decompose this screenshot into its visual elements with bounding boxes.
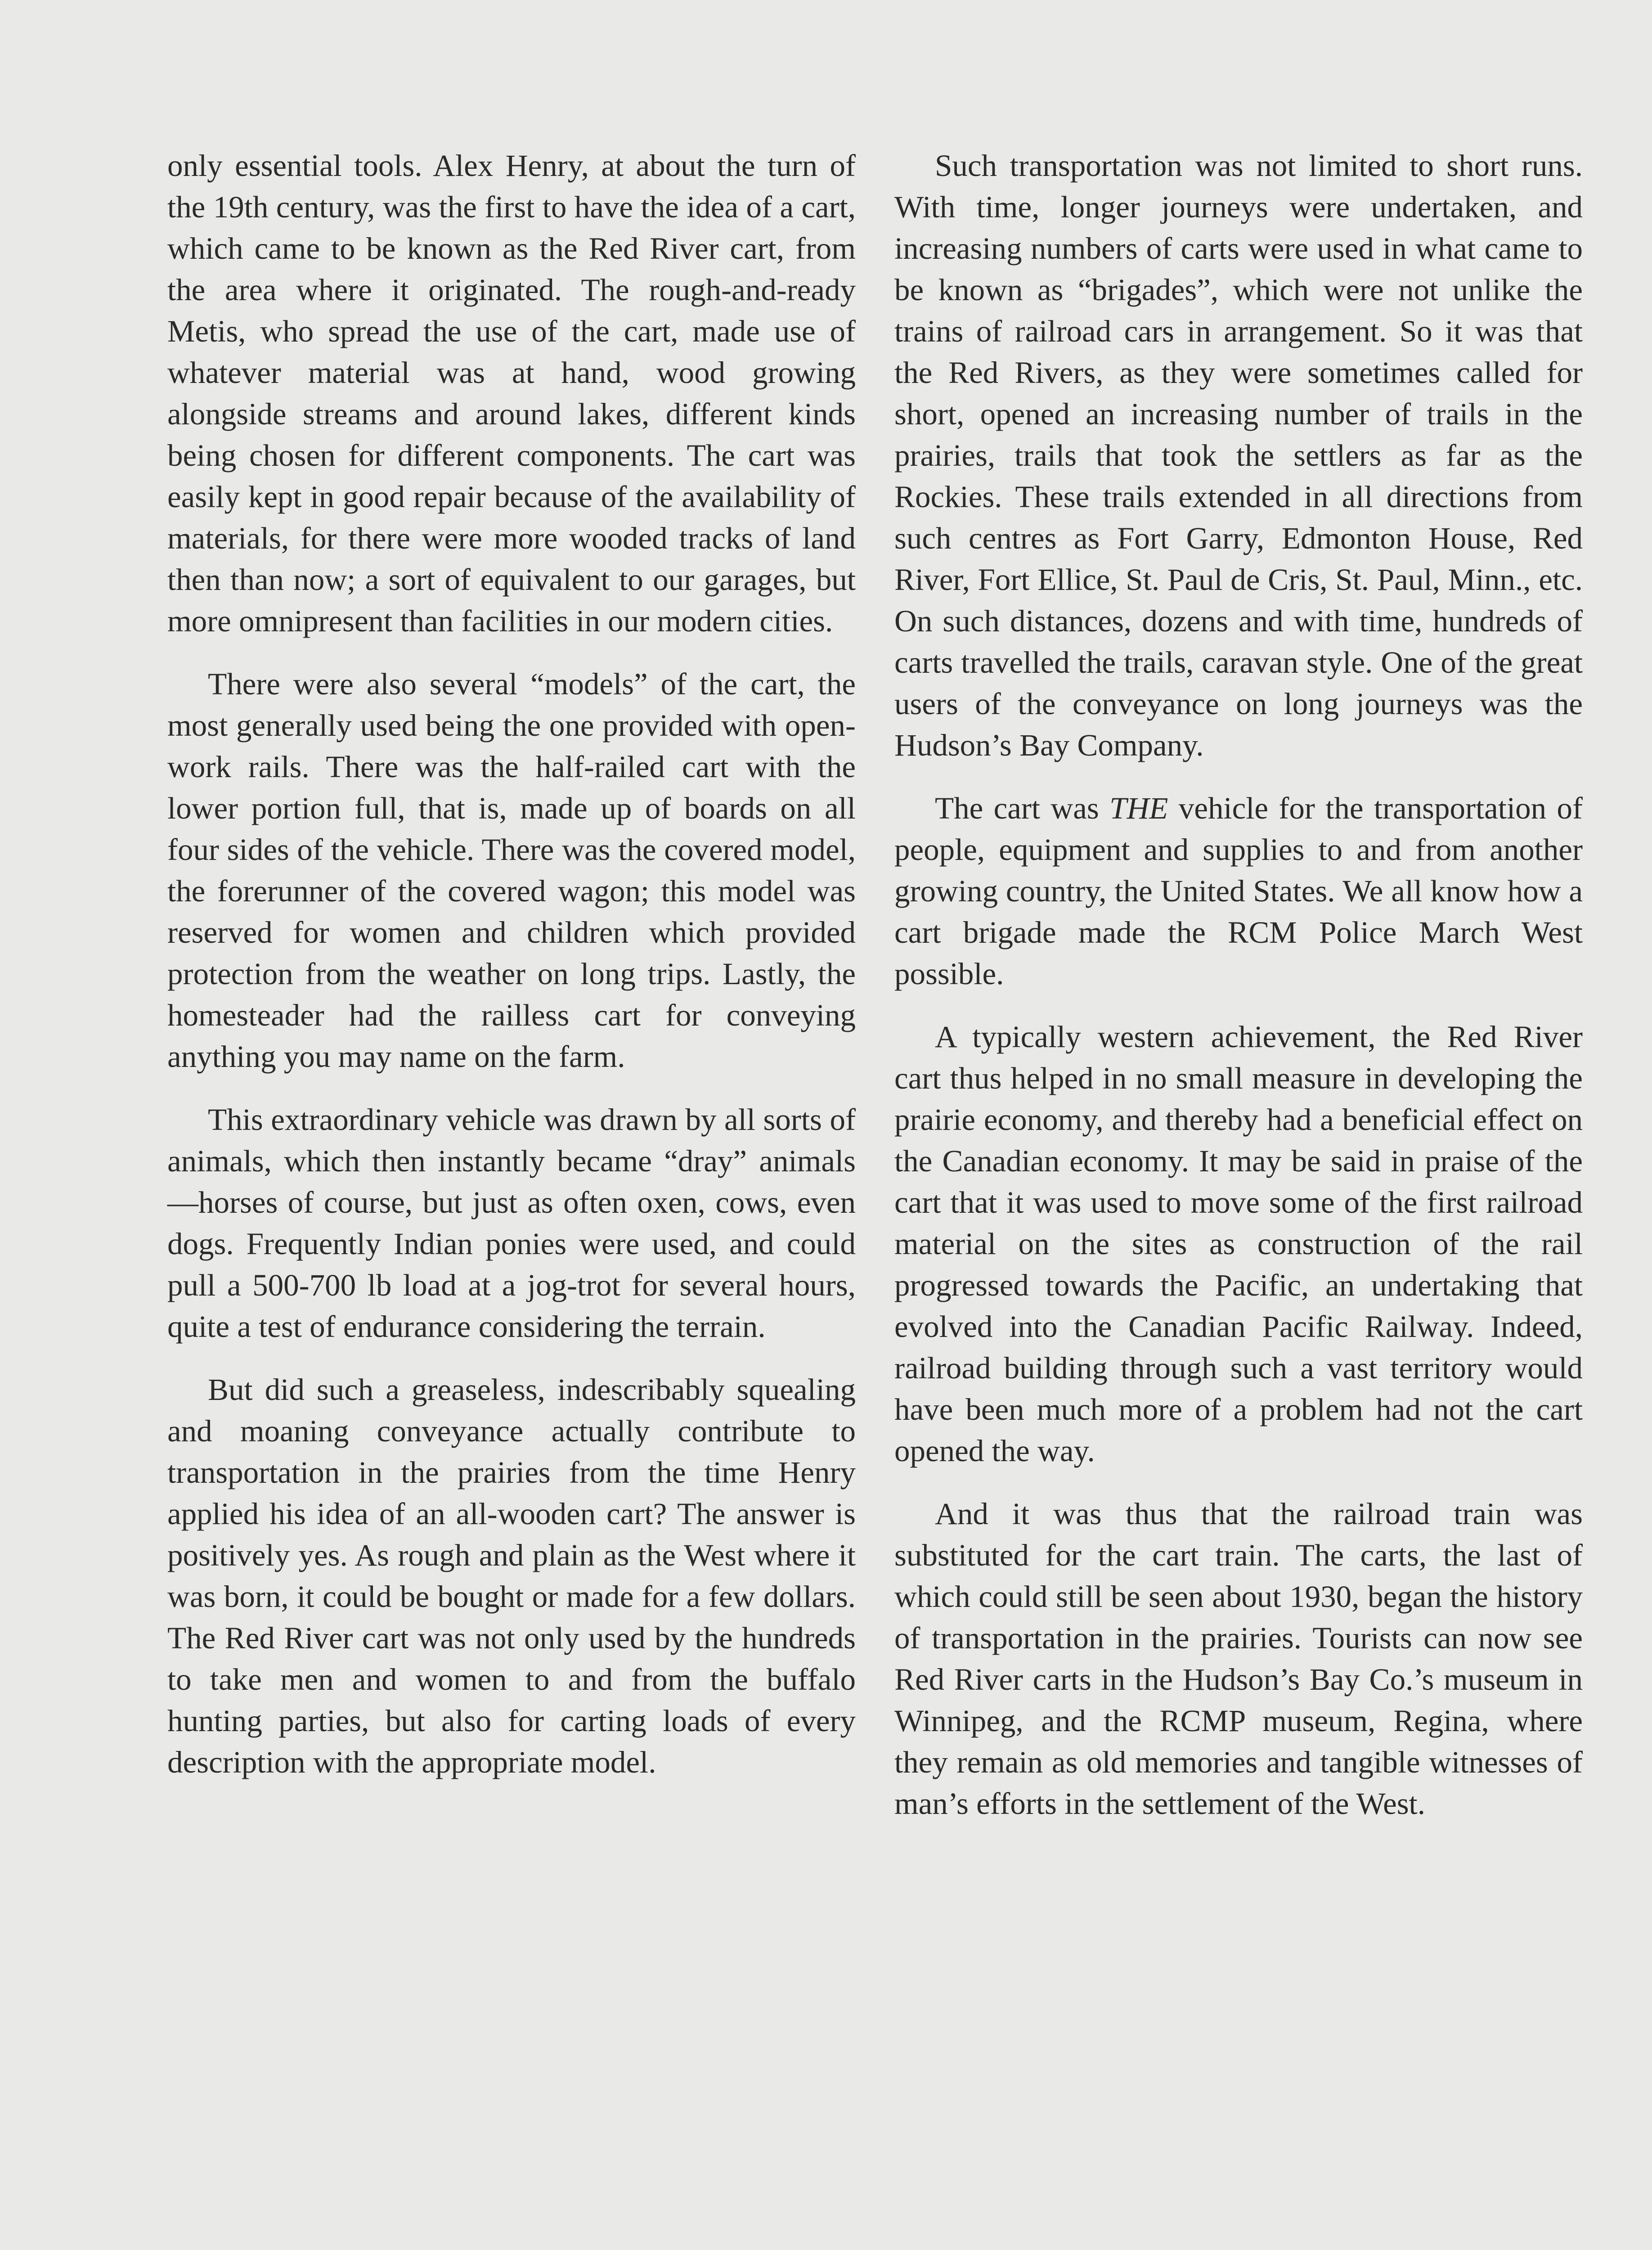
paragraph: And it was thus that the railroad train was substituted for the cart train. The carts, the last of which could still be seen about 1930, began the history of transportation in the prairies. Tourists can now see Red River carts in the Hudson’s Bay Co.’s museum in Winnipeg, and the RCMP museum, Regina, where they remain as old memories and tangible witnesses of man’s efforts in the settlement of the West. bbox=[894, 1497, 1583, 1821]
paragraph: only essential tools. Alex Henry, at about the turn of the 19th century, was the first to have the idea of a cart, which came to be known as the Red River cart, from the area where it originated. The rough-and-ready Metis, who spread the use of the cart, made use of whatever material was at hand, wood growing alongside streams and around lakes, different kinds being chosen for different components. The cart was easily kept in good repair because of the availability of materials, for there were more wooded tracks of land then than now; a sort of equivalent to our garages, but more omnipresent than facilities in our modern cities. bbox=[167, 148, 856, 638]
paragraph: But did such a greaseless, indescribably squealing and moaning conveyance actually contribute to transportation in the prairies from the time Henry applied his idea of an all-wooden cart? The answer is positively yes. As rough and plain as the West where it was born, it could be bought or made for a few dollars. The Red River cart was not only used by the hundreds to take men and women to and from the buffalo hunting parties, but also for carting loads of every description with the appropriate model. bbox=[167, 1372, 856, 1779]
text-run: The cart was bbox=[935, 791, 1110, 825]
right-column bbox=[894, 145, 1583, 1824]
left-column bbox=[167, 145, 856, 1783]
emphasis-text: THE bbox=[1109, 791, 1168, 825]
paragraph: This extraordinary vehicle was drawn by all sorts of animals, which then instantly became “dray” animals—horses of course, but just as often oxen, cows, even dogs. Frequently Indian ponies were used, and could pull a 500-700 lb load at a jog-trot for several hours, quite a test of endurance considering the terrain. bbox=[167, 1102, 856, 1344]
paragraph bbox=[894, 788, 1583, 994]
paragraph: Such transportation was not limited to short runs. With time, longer journeys were undertaken, and increasing numbers of carts were used in what came to be known as “brigades”, which were not unlike the trains of railroad cars in arrangement. So it was that the Red Rivers, as they were sometimes called for short, opened an increasing number of trails in the prairies, trails that took the settlers as far as the Rockies. These trails extended in all directions from such centres as Fort Garry, Edmonton House, Red River, Fort Ellice, St. Paul de Cris, St. Paul, Minn., etc. On such distances, dozens and with time, hundreds of carts travelled the trails, caravan style. One of the great users of the conveyance on long journeys was the Hudson’s Bay Company. bbox=[894, 148, 1583, 762]
text-run: vehicle for the transportation of people, equipment and supplies to and from another growing country, the United States. We all know how a cart brigade made the RCM Police March West possible. bbox=[894, 791, 1583, 991]
paragraph: A typically western achievement, the Red River cart thus helped in no small measure in developing the prairie economy, and thereby had a beneficial effect on the Canadian economy. It may be said in praise of the cart that it was used to move some of the first railroad material on the sites as construction of the rail progressed towards the Pacific, an undertaking that evolved into the Canadian Pacific Railway. Indeed, railroad building through such a vast territory would have been much more of a problem had not the cart opened the way. bbox=[894, 1020, 1583, 1468]
paragraph: There were also several “models” of the cart, the most generally used being the one provided with open-work rails. There was the half-railed cart with the lower portion full, that is, made up of boards on all four sides of the vehicle. There was the covered model, the forerunner of the covered wagon; this model was reserved for women and children which provided protection from the weather on long trips. Lastly, the homesteader had the railless cart for conveying anything you may name on the farm. bbox=[167, 667, 856, 1074]
